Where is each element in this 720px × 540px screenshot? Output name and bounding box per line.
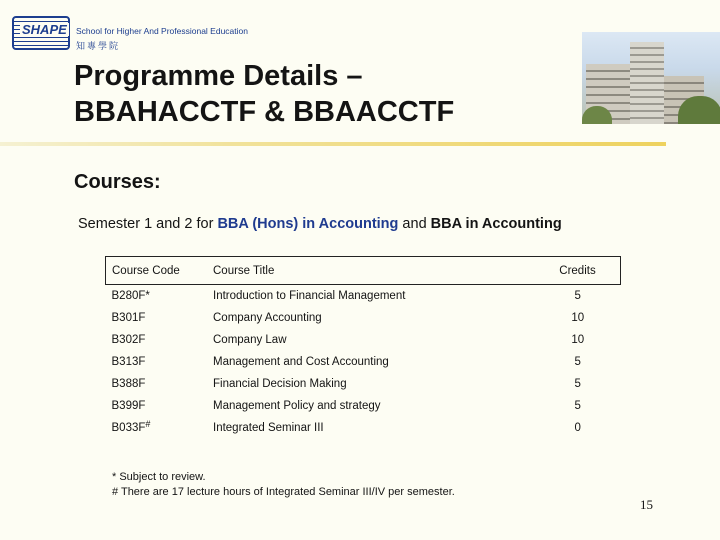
courses-heading: Courses: xyxy=(74,171,161,193)
course-code: B280F* xyxy=(111,290,150,302)
footnote-marker: # xyxy=(145,419,151,429)
logo-abbreviation: SHAPE xyxy=(22,22,67,37)
title-line-2: BBAHACCTF & BBAACCTF xyxy=(74,96,455,128)
programme-bba: BBA in Accounting xyxy=(430,216,562,232)
table-row xyxy=(106,285,621,308)
table-row xyxy=(106,329,621,351)
header-course-code: Course Code xyxy=(106,257,208,285)
table-row xyxy=(106,417,621,439)
shape-logo xyxy=(12,14,248,54)
logo-school-name: School for Higher And Professional Education xyxy=(76,26,248,36)
programme-hons: BBA (Hons) in Accounting xyxy=(217,216,399,232)
page-number: 15 xyxy=(640,497,653,512)
footnote-seminar-hours: # There are 17 lecture hours of Integrated Seminar III/IV per semester. xyxy=(112,486,455,498)
course-code xyxy=(106,417,208,439)
course-title: Financial Decision Making xyxy=(213,378,347,390)
course-code: B302F xyxy=(111,334,146,346)
course-credits: 5 xyxy=(574,400,581,412)
course-title: Integrated Seminar III xyxy=(213,422,324,434)
header-credits: Credits xyxy=(535,257,621,285)
slide-title xyxy=(74,58,544,130)
course-code: B301F xyxy=(111,312,146,324)
title-divider xyxy=(0,142,666,146)
footnotes xyxy=(112,470,455,500)
course-credits: 10 xyxy=(571,334,585,346)
title-line-1: Programme Details – xyxy=(74,60,363,92)
table-row xyxy=(106,351,621,373)
semester-prefix: Semester 1 and 2 for xyxy=(78,216,218,232)
semester-line xyxy=(78,216,562,232)
course-code-text: B033F xyxy=(111,422,146,434)
table-row xyxy=(106,373,621,395)
course-title: Company Accounting xyxy=(213,312,322,324)
semester-joiner: and xyxy=(398,216,431,232)
table-header-row xyxy=(106,257,621,285)
course-credits: 5 xyxy=(574,290,581,302)
course-table xyxy=(105,256,621,439)
course-code: B388F xyxy=(111,378,146,390)
course-credits: 5 xyxy=(574,356,581,368)
course-title: Company Law xyxy=(213,334,287,346)
course-credits: 10 xyxy=(571,312,585,324)
logo-mark xyxy=(12,16,70,50)
course-title: Introduction to Financial Management xyxy=(213,290,406,302)
course-credits: 5 xyxy=(574,378,581,390)
course-credits: 0 xyxy=(574,422,581,434)
course-title: Management Policy and strategy xyxy=(213,400,381,412)
footnote-review: * Subject to review. xyxy=(112,471,206,483)
header-course-title: Course Title xyxy=(207,257,535,285)
course-code: B313F xyxy=(111,356,146,368)
course-code: B399F xyxy=(111,400,146,412)
campus-building-photo xyxy=(582,32,720,124)
table-row xyxy=(106,395,621,417)
table-row xyxy=(106,307,621,329)
course-title: Management and Cost Accounting xyxy=(213,356,389,368)
logo-chinese-name: 知專學院 xyxy=(76,42,121,52)
